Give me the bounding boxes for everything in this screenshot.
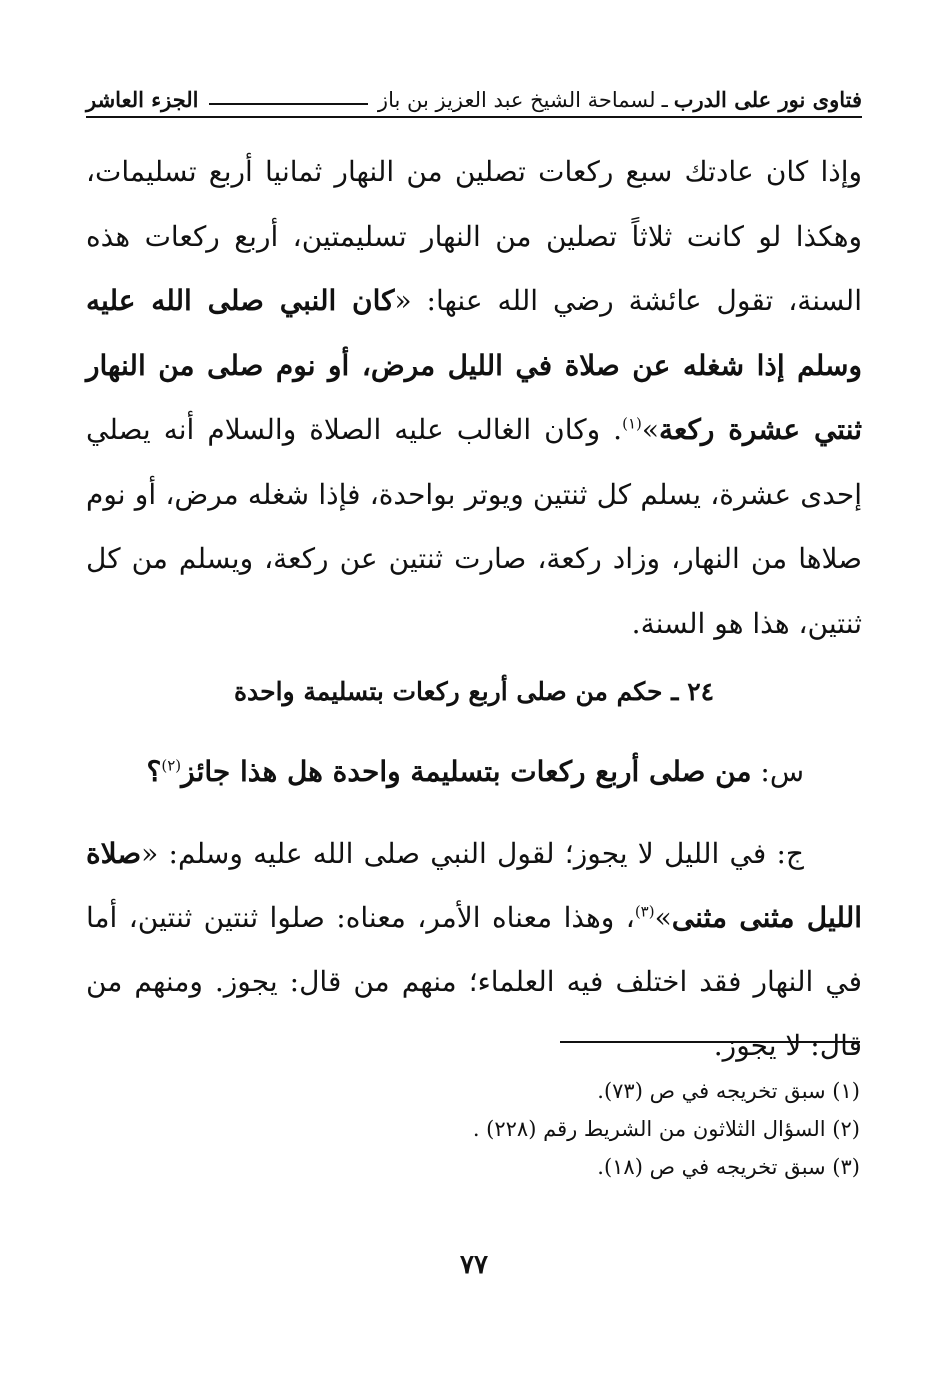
header-book-title: فتاوى نور على الدرب — [673, 87, 862, 112]
question-text: من صلى أربع ركعات بتسليمة واحدة هل هذا جائز — [181, 755, 752, 788]
footnote-ref-1[interactable]: (١) — [622, 414, 642, 433]
answer-part-2: ، وهذا معناه الأمر، معناه: صلوا ثنتين ثنتين، أما في النهار فقد اختلف فيه العلماء؛ منهم من قال: يجوز. ومنهم من قال: لا يجوز. — [86, 901, 862, 1062]
paragraph-1-part-2: . وكان الغالب عليه الصلاة والسلام أنه يصلي إحدى عشرة، يسلم كل ثنتين ويوتر بواحدة، فإذا شغله مرض، أو نوم صلاها من النهار، وزاد ركعة، صارت ثنتين عن ركعة، ويسلم من كل ثنتين، هذا هو السنة. — [86, 413, 862, 640]
paragraph-1 — [86, 140, 862, 656]
footnote-2: (٢) السؤال الثلاثون من الشريط رقم (٢٢٨) . — [472, 1117, 860, 1141]
paragraph-1-part-1: وإذا كان عادتك سبع ركعات تصلين من النهار ثمانيا أربع تسليمات، وهكذا لو كانت ثلاثاً تصلين من النهار تسليمتين، أربع ركعات هذه السنة، تقول عائشة رضي الله عنها: « — [86, 155, 862, 317]
header-rule-fill — [209, 103, 368, 105]
footnote-ref-2[interactable]: (٢) — [161, 756, 182, 775]
section-title: ٢٤ ـ حكم من صلى أربع ركعات بتسليمة واحدة — [233, 677, 715, 706]
question — [86, 740, 862, 804]
footnote-divider — [560, 1041, 860, 1043]
header-part: الجزء العاشر — [86, 87, 199, 112]
quote-close-2: » — [654, 901, 672, 934]
hadith-quote-1: كان النبي صلى الله عليه وسلم إذا شغله عن صلاة في الليل مرض، أو نوم صلى من النهار ثنتي عشرة ركعة — [86, 284, 862, 446]
footnote-3: (٣) سبق تخريجه في ص (١٨). — [597, 1155, 860, 1179]
page-number: ٧٧ — [460, 1250, 488, 1280]
body-text — [86, 140, 862, 656]
answer-part-1: ج: في الليل لا يجوز؛ لقول النبي صلى الله عليه وسلم: « — [141, 837, 804, 870]
header-separator: ـ — [661, 88, 668, 112]
question-mark: ؟ — [146, 755, 162, 788]
answer — [86, 822, 862, 1078]
footnote-ref-3[interactable]: (٣) — [634, 902, 655, 921]
running-header — [86, 82, 862, 118]
header-author: لسماحة الشيخ عبد العزيز بن باز — [377, 88, 656, 112]
quote-close-1: » — [641, 413, 659, 446]
question-prefix: س: — [751, 755, 804, 788]
footnotes — [86, 1072, 860, 1186]
footnote-1: (١) سبق تخريجه في ص (٧٣). — [597, 1079, 860, 1103]
hadith-quote-2: صلاة الليل مثنى مثنى — [86, 837, 863, 934]
answer-paragraph — [86, 822, 862, 1078]
